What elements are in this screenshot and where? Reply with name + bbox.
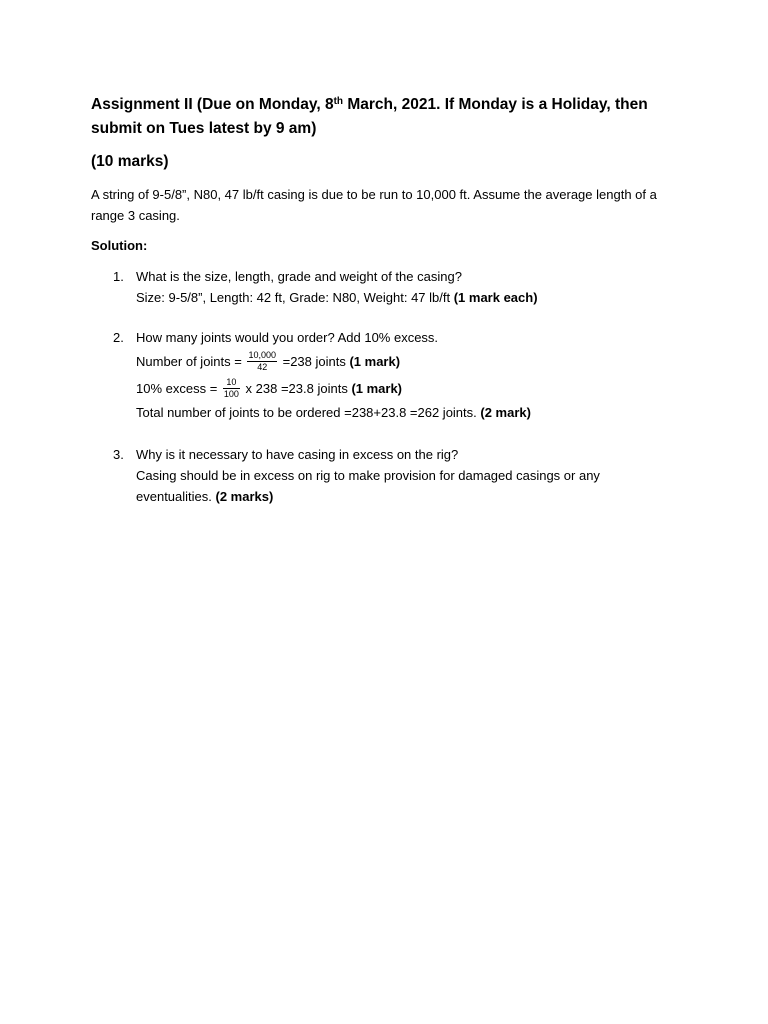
title-part-2: March, 2021. If Monday is a Holiday, then submit on Tues latest by 9 am) (91, 96, 648, 137)
answer-marks: (1 mark each) (453, 290, 538, 305)
fraction (223, 377, 240, 400)
calc-result: Total number of joints to be ordered =238+23.8 =262 joints. (136, 405, 481, 420)
question-text: What is the size, length, grade and weight of the casing? (136, 269, 462, 284)
solution-label: Solution: (91, 238, 148, 253)
question-number: 2. (113, 330, 124, 345)
question-1 (113, 266, 673, 308)
assignment-title (91, 93, 691, 141)
question-number: 1. (113, 269, 124, 284)
fraction-denominator: 42 (257, 362, 268, 373)
calc-label: 10% excess = (136, 381, 221, 396)
fraction-denominator: 100 (223, 389, 239, 400)
calc-result: x 238 =23.8 joints (241, 381, 352, 396)
answer-marks: (2 marks) (215, 489, 274, 504)
total-calculation (136, 402, 673, 423)
answer-text-continued (136, 486, 673, 507)
question-2 (113, 327, 673, 423)
joints-calculation (136, 348, 673, 375)
answer-text: Casing should be in excess on rig to make provision for damaged casings or any (136, 468, 600, 483)
calc-marks: (1 mark) (351, 381, 403, 396)
calc-label: Number of joints = (136, 354, 246, 369)
fraction-numerator: 10 (223, 377, 240, 389)
answer-text (136, 287, 673, 308)
title-part-1: Assignment II (Due on Monday, 8 (91, 96, 334, 113)
calc-marks: (1 mark) (349, 354, 401, 369)
calc-marks: (2 mark) (480, 405, 531, 420)
question-text: How many joints would you order? Add 10% excess. (136, 330, 439, 345)
total-marks: (10 marks) (91, 153, 169, 170)
problem-statement: A string of 9-5/8”, N80, 47 lb/ft casing is due to be run to 10,000 ft. Assume the average length of a range 3 casing. (91, 187, 657, 223)
title-superscript: th (333, 96, 344, 107)
calc-result: =238 joints (279, 354, 350, 369)
fraction-numerator: 10,000 (248, 350, 276, 361)
question-3 (113, 444, 673, 507)
question-number: 3. (113, 447, 124, 462)
answer-body: Size: 9-5/8”, Length: 42 ft, Grade: N80, Weight: 47 lb/ft (136, 290, 454, 305)
answer-body: eventualities. (136, 489, 216, 504)
question-text: Why is it necessary to have casing in excess on the rig? (136, 447, 459, 462)
excess-calculation (136, 375, 673, 402)
fraction (247, 350, 277, 373)
